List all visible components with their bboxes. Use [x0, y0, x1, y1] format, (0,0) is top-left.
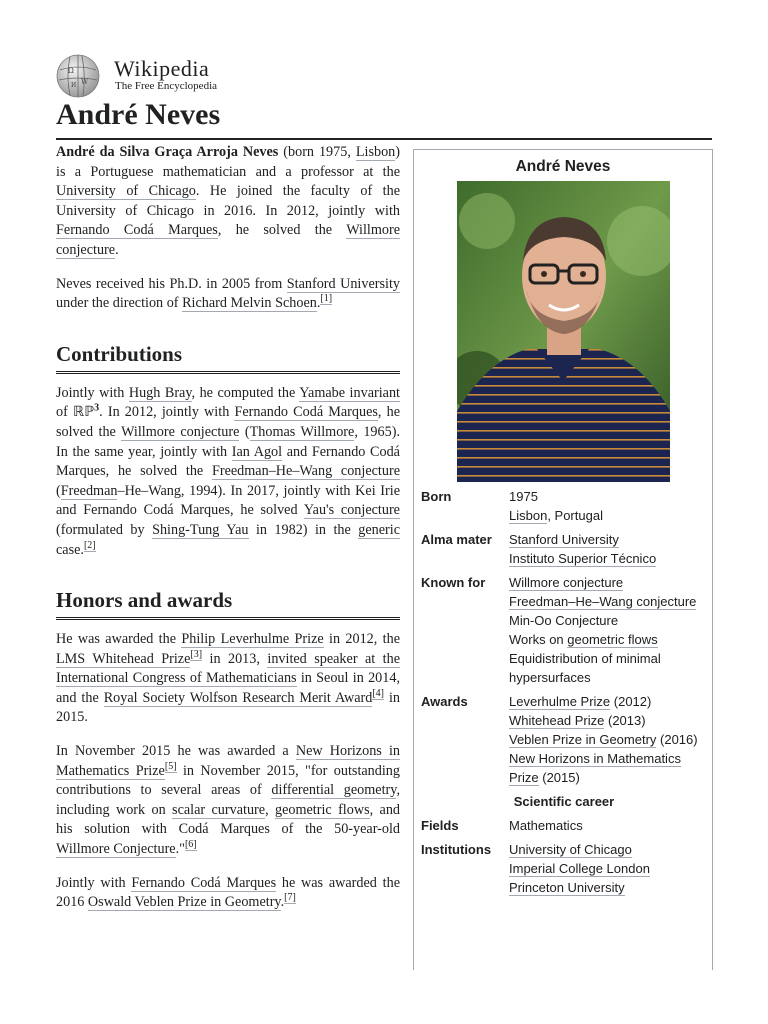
- svg-text:Ω: Ω: [68, 67, 74, 75]
- value-born: [509, 487, 707, 525]
- honors-paragraph-1: [56, 630, 400, 728]
- wikipedia-logo[interactable]: [56, 54, 256, 98]
- ref-6[interactable]: [6]: [184, 839, 197, 851]
- text: .: [316, 295, 321, 312]
- text: (formulated by: [56, 521, 153, 538]
- link-lisbon[interactable]: Lisbon: [509, 508, 548, 523]
- text: (: [56, 482, 61, 499]
- value-alma-mater: [509, 530, 707, 568]
- link-willmore-conjecture[interactable]: Willmore Conjecture: [56, 841, 176, 858]
- math-exponent: 3: [94, 402, 100, 414]
- honors-paragraph-2: [56, 742, 400, 860]
- label-alma-mater: Alma mater: [421, 532, 492, 547]
- svg-text:W: W: [81, 78, 89, 86]
- link-lisbon[interactable]: Lisbon: [355, 144, 396, 160]
- text: case.: [56, 541, 84, 558]
- link-hugh-bray[interactable]: Hugh Bray: [128, 384, 192, 401]
- puzzle-globe-icon: [56, 54, 100, 98]
- text: .: [115, 241, 119, 258]
- heading-contributions: Contributions: [56, 340, 400, 374]
- link-fernando-coda-marques[interactable]: Fernando Codá Marques: [56, 222, 218, 239]
- ref-3[interactable]: [3]: [190, 648, 203, 660]
- infobox-title: André Neves: [515, 158, 611, 175]
- text: (2016): [656, 732, 698, 747]
- value-institutions: [509, 840, 707, 897]
- link-new-horizons-prize[interactable]: New Horizons in Mathematics Prize: [509, 751, 681, 785]
- svg-text:И: И: [71, 82, 77, 89]
- text: (2015): [538, 770, 580, 785]
- wordmark: Wikipedia: [114, 56, 210, 81]
- link-university-of-chicago[interactable]: University of Chicago: [56, 183, 196, 200]
- text: in November 2015, "for outstanding contributions to several areas of: [56, 762, 400, 799]
- text: (: [239, 423, 250, 440]
- link-generic[interactable]: generic: [358, 521, 400, 538]
- rp3-math: [73, 404, 99, 420]
- link-imperial-college-london[interactable]: Imperial College London: [509, 861, 650, 876]
- link-lms-whitehead-prize[interactable]: LMS Whitehead Prize: [56, 650, 191, 667]
- text: in Seoul in 2014, and the: [56, 670, 400, 706]
- link-willmore-conjecture[interactable]: Willmore conjecture: [56, 222, 400, 258]
- link-princeton-university[interactable]: Princeton University: [509, 880, 625, 895]
- born-place: [509, 506, 707, 525]
- intro-paragraph-1: [56, 143, 400, 261]
- infobox-row-known-for: [421, 573, 707, 687]
- link-ian-agol[interactable]: Ian Agol: [231, 443, 283, 460]
- heading-honors-and-awards: Honors and awards: [56, 586, 400, 620]
- value-awards: [509, 692, 707, 787]
- text: Works on: [509, 632, 568, 647]
- infobox-row-fields: [421, 816, 707, 835]
- text: , he solved the: [56, 404, 400, 440]
- article-body: [56, 143, 400, 927]
- text: ) is a Portuguese mathematician and a professor at the: [56, 144, 400, 180]
- text: Jointly with: [56, 384, 129, 401]
- link-geometric-flows[interactable]: geometric flows: [567, 632, 658, 647]
- infobox-row-awards: [421, 692, 707, 787]
- text: and Fernando Codá Marques, he solved the: [56, 443, 400, 480]
- text: (born 1975,: [278, 144, 356, 160]
- text: under the direction of: [56, 295, 183, 312]
- text: (2013): [604, 713, 646, 728]
- label-institutions: Institutions: [421, 842, 492, 857]
- link-icm-invited-speaker[interactable]: invited speaker at the International Congress of Mathematicians: [56, 650, 400, 687]
- ref-4[interactable]: [4]: [372, 688, 385, 700]
- text: Neves received his Ph.D. in 2005 from: [56, 275, 287, 292]
- value-fields: Mathematics: [509, 818, 583, 833]
- link-fernando-coda-marques[interactable]: Fernando Codá Marques: [234, 404, 378, 421]
- link-freedman-he-wang-conjecture[interactable]: Freedman–He–Wang conjecture: [509, 594, 697, 609]
- link-stanford-university[interactable]: Stanford University: [509, 532, 619, 547]
- infobox-row-alma-mater: [421, 530, 707, 568]
- link-royal-society-wolfson-award[interactable]: Royal Society Wolfson Research Merit Award: [103, 689, 373, 706]
- ref-5[interactable]: [5]: [164, 760, 177, 772]
- text: .": [175, 841, 185, 858]
- known-geometric-flows: [509, 630, 707, 649]
- text: .: [280, 894, 285, 911]
- ref-2[interactable]: [2]: [83, 539, 96, 551]
- text: In November 2015 he was awarded a: [56, 743, 296, 760]
- text: , and his solution with Codá Marques of the 50-year-old: [56, 801, 401, 838]
- text: He was awarded the: [56, 631, 182, 648]
- text: , he computed the: [191, 384, 300, 401]
- born-year: 1975: [509, 489, 538, 504]
- infobox-row-born: [421, 487, 707, 525]
- heading-scientific-career: Scientific career: [513, 794, 615, 809]
- text: Jointly with: [56, 874, 132, 891]
- link-university-of-chicago[interactable]: University of Chicago: [509, 842, 632, 857]
- link-stanford-university[interactable]: Stanford University: [286, 275, 400, 292]
- text: . In 2012, jointly with: [99, 404, 235, 421]
- honors-paragraph-3: [56, 874, 400, 913]
- link-new-horizons-prize[interactable]: New Horizons in Mathematics Prize: [56, 743, 400, 779]
- link-willmore-conjecture[interactable]: Willmore conjecture: [121, 423, 240, 440]
- ref-7[interactable]: [7]: [284, 892, 296, 904]
- link-instituto-superior-tecnico[interactable]: Instituto Superior Técnico: [509, 551, 657, 566]
- text: , Portugal: [547, 508, 603, 523]
- label-born: Born: [421, 489, 452, 504]
- value-known-for: [509, 573, 707, 687]
- link-willmore-conjecture[interactable]: Willmore conjecture: [509, 575, 624, 590]
- text: he was awarded the 2016: [56, 874, 400, 911]
- subject-name: André da Silva Graça Arroja Neves: [56, 144, 279, 160]
- text: –He–Wang, 1994). In 2017, jointly with Kei Irie and Fernando Codá Marques, he solved: [56, 482, 400, 519]
- link-yamabe-invariant[interactable]: Yamabe invariant: [299, 384, 400, 401]
- text: , 1965). In the same year, jointly with: [56, 423, 400, 460]
- infobox-row-institutions: [421, 840, 707, 897]
- known-equidistribution: Equidistribution of minimal hypersurfaces: [509, 651, 661, 685]
- link-richard-schoen[interactable]: Richard Melvin Schoen: [182, 295, 317, 312]
- text: in 2012, the: [323, 631, 400, 648]
- link-geometric-flows[interactable]: geometric flows: [274, 801, 370, 818]
- math-symbol: ℝℙ: [72, 404, 95, 421]
- label-fields: Fields: [421, 818, 459, 833]
- ref-1[interactable]: [1]: [320, 293, 333, 305]
- link-whitehead-prize[interactable]: Whitehead Prize: [509, 713, 605, 728]
- page-title: André Neves: [56, 96, 712, 140]
- link-yaus-conjecture[interactable]: Yau's conjecture: [303, 502, 400, 519]
- text: in 2013,: [202, 650, 268, 667]
- text: , he solved the: [217, 222, 347, 239]
- contributions-paragraph: [56, 384, 400, 560]
- link-freedman[interactable]: Freedman: [60, 482, 118, 499]
- text: in 2015.: [56, 689, 400, 726]
- label-known-for: Known for: [421, 575, 486, 590]
- link-veblen-prize[interactable]: Veblen Prize in Geometry: [509, 732, 657, 747]
- link-freedman-he-wang-conjecture[interactable]: Freedman–He–Wang conjecture: [211, 463, 400, 480]
- text: . He joined the faculty of the University of Chicago in 2016. In 2012, jointly with: [56, 183, 400, 219]
- text: , including work on: [56, 782, 400, 818]
- link-thomas-willmore[interactable]: Thomas Willmore: [249, 423, 355, 440]
- link-shing-tung-yau[interactable]: Shing-Tung Yau: [152, 521, 249, 538]
- tagline: The Free Encyclopedia: [115, 80, 218, 92]
- link-scalar-curvature[interactable]: scalar curvature: [172, 801, 266, 818]
- link-philip-leverhulme-prize[interactable]: Philip Leverhulme Prize: [181, 631, 324, 648]
- link-oswald-veblen-prize[interactable]: Oswald Veblen Prize in Geometry: [87, 894, 281, 911]
- portrait-photo[interactable]: [457, 181, 670, 482]
- intro-paragraph-2: [56, 275, 400, 314]
- text: (2012): [610, 694, 652, 709]
- link-fernando-coda-marques[interactable]: Fernando Codá Marques: [131, 874, 277, 891]
- text: ,: [265, 801, 275, 818]
- link-leverhulme-prize[interactable]: Leverhulme Prize: [509, 694, 611, 709]
- infobox-rows: [421, 487, 707, 902]
- text: in 1982) in the: [248, 521, 359, 538]
- label-awards: Awards: [421, 694, 468, 709]
- link-differential-geometry[interactable]: differential geometry: [271, 782, 397, 799]
- infobox: [413, 149, 713, 970]
- known-min-oo: Min-Oo Conjecture: [509, 613, 619, 628]
- text: of: [56, 404, 73, 421]
